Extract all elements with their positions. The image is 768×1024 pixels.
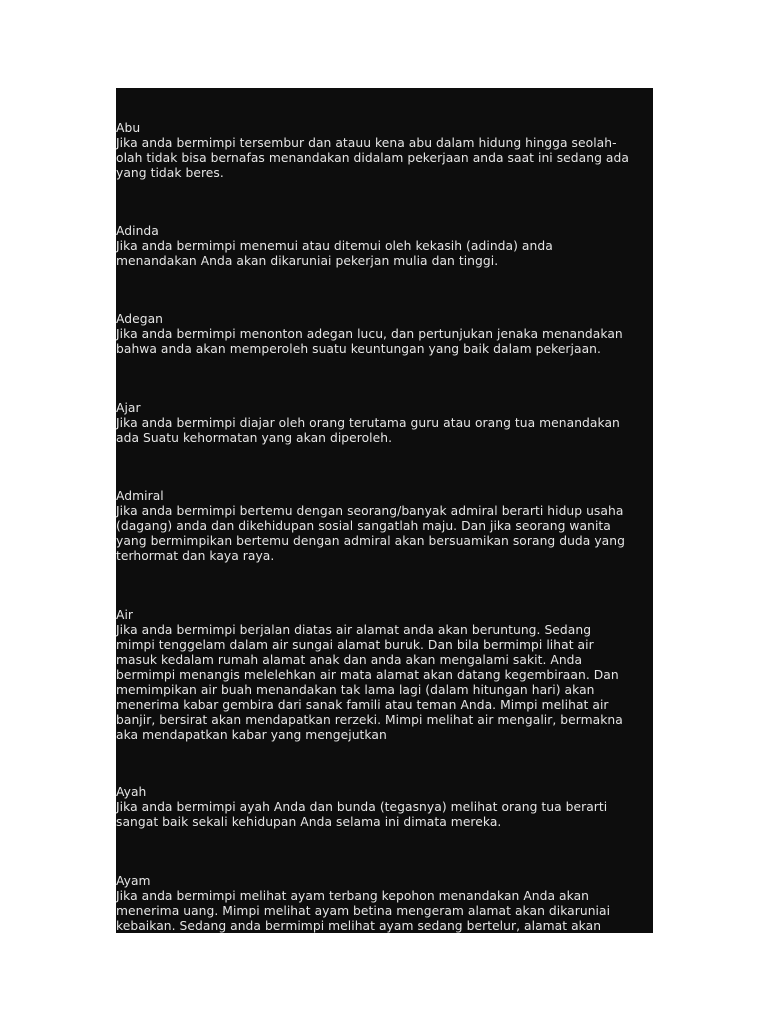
entry-title: Ayah (116, 785, 147, 799)
entry-text-line: Jika anda bermimpi ayah Anda dan bunda (tegasnya) melihat orang tua berarti (116, 800, 608, 814)
entry-text-line: Jika anda bermimpi menonton adegan lucu, dan pertunjukan jenaka menandakan (116, 327, 623, 341)
entry-text-line: (dagang) anda dan dikehidupan sosial sangatlah maju. Dan jika seorang wanita (116, 519, 611, 533)
entry-text-line: masuk kedalam rumah alamat anak dan anda akan mengalami sakit. Anda (116, 653, 583, 667)
entry-title: Adinda (116, 224, 159, 238)
entry-text-line: Jika anda bermimpi berjalan diatas air alamat anda akan beruntung. Sedang (116, 623, 592, 637)
entry-text-line: menandakan Anda akan dikaruniai pekerjan mulia dan tinggi. (116, 254, 499, 268)
entry-text-line: aka mendapatkan kabar yang mengejutkan (116, 728, 387, 742)
entry-text-line: terhormat dan kaya raya. (116, 549, 275, 563)
entry-text-line: mimpi tenggelam dalam air sungai alamat buruk. Dan bila bermimpi lihat air (116, 638, 594, 652)
dream-entry-abu (116, 121, 653, 181)
entry-text-line: bermimpi menangis melelehkan air mata alamat akan datang kegembiraan. Dan (116, 668, 619, 682)
entry-text-line: Jika anda bermimpi diajar oleh orang terutama guru atau orang tua menandakan (116, 416, 620, 430)
entry-text-line: olah tidak bisa bernafas menandakan didalam pekerjaan anda saat ini sedang ada (116, 151, 629, 165)
entry-text-line: menerima uang. Mimpi melihat ayam betina mengeram alamat akan dikaruniai (116, 904, 611, 918)
entry-text-line: ada Suatu kehormatan yang akan diperoleh. (116, 431, 393, 445)
dream-entry-adinda (116, 224, 653, 269)
entry-title: Ayam (116, 874, 151, 888)
entry-text-line: yang tidak beres. (116, 166, 224, 180)
entry-text-line: Jika anda bermimpi menemui atau ditemui oleh kekasih (adinda) anda (116, 239, 553, 253)
document-page (116, 88, 653, 933)
entry-text-line: kebaikan. Sedang anda bermimpi melihat ayam sedang bertelur, alamat akan (116, 919, 602, 933)
entry-text-line: Jika anda bermimpi bertemu dengan seorang/banyak admiral berarti hidup usaha (116, 504, 624, 518)
entry-text-line: memimpikan air buah menandakan tak lama lagi (dalam hitungan hari) akan (116, 683, 595, 697)
dream-entry-ajar (116, 401, 653, 446)
entry-title: Adegan (116, 312, 164, 326)
entry-text-line: Jika anda bermimpi melihat ayam terbang kepohon menandakan Anda akan (116, 889, 590, 903)
entry-text-line: menerima kabar gembira dari sanak famili atau teman Anda. Mimpi melihat air (116, 698, 609, 712)
dream-entry-ayam (116, 874, 653, 933)
entry-text-line: bahwa anda akan memperoleh suatu keuntungan yang baik dalam pekerjaan. (116, 342, 601, 356)
dream-entry-ayah (116, 785, 653, 830)
dream-entry-adegan (116, 312, 653, 357)
entry-title: Abu (116, 121, 141, 135)
entry-text-line: yang bermimpikan bertemu dengan admiral akan bersuamikan sorang duda yang (116, 534, 625, 548)
entry-title: Ajar (116, 401, 141, 415)
entry-text-line: Jika anda bermimpi tersembur dan atauu kena abu dalam hidung hingga seolah- (116, 136, 617, 150)
entry-title: Air (116, 608, 134, 622)
entry-title: Admiral (116, 489, 164, 503)
entry-text-line: banjir, bersirat akan mendapatkan rerzeki. Mimpi melihat air mengalir, bermakna (116, 713, 623, 727)
dream-entry-air (116, 608, 653, 743)
entry-text-line: sangat baik sekali kehidupan Anda selama ini dimata mereka. (116, 815, 502, 829)
dream-entry-admiral (116, 489, 653, 564)
